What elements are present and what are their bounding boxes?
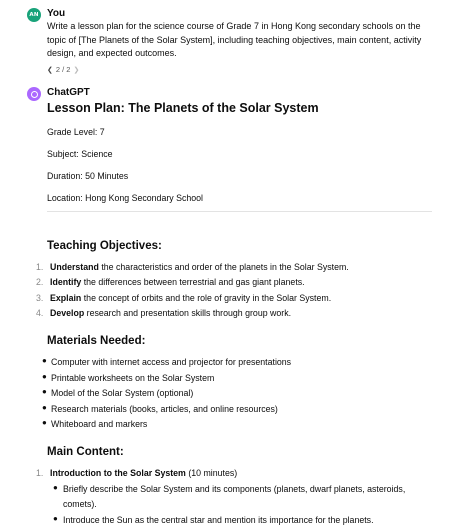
pager-count: 2 / 2 [55,65,71,74]
user-avatar: AN [27,8,41,22]
material-item: Whiteboard and markers [51,419,148,429]
list-number: 2. [36,277,44,287]
prompt-line: topic of [The Planets of the Solar System], including teaching objectives, main content, activity [47,34,422,45]
bullet-icon: ● [42,372,47,381]
user-prompt [47,20,427,61]
materials-heading: Materials Needed: [47,335,146,347]
objective-keyword: Understand [50,262,99,272]
field-subject: Subject: Science [47,149,113,159]
chatgpt-avatar [27,87,41,101]
chatgpt-logo-icon [31,91,38,98]
chevron-right-icon[interactable]: ❯ [73,66,80,74]
bullet-icon: ● [53,514,58,523]
material-item: Printable worksheets on the Solar System [51,373,215,383]
objective-text: the concept of orbits and the role of gravity in the Solar System. [81,293,332,303]
sub-item: Introduce the Sun as the central star and mention its importance for the planets. [63,515,374,525]
bullet-icon: ● [53,483,58,492]
field-duration: Duration: 50 Minutes [47,171,129,181]
objective-item [36,308,456,318]
objective-item [36,277,456,287]
objective-keyword: Identify [50,277,82,287]
user-author-name: You [47,8,66,19]
chevron-left-icon[interactable]: ❮ [47,66,53,74]
objective-keyword: Develop [50,308,85,318]
list-number: 3. [36,293,44,303]
main-content-duration: (10 minutes) [185,468,238,478]
objectives-heading: Teaching Objectives: [47,240,162,252]
page-title: Lesson Plan: The Planets of the Solar System [47,101,319,115]
bullet-icon: ● [42,356,47,365]
main-content-heading: Main Content: [47,446,124,458]
main-content-title: Introduction to the Solar System [50,468,186,478]
objective-text: the differences between terrestrial and gas giant planets. [81,277,305,287]
assistant-author-name: ChatGPT [47,87,90,98]
objective-text: research and presentation skills through group work. [84,308,292,318]
response-pager [47,65,79,74]
prompt-line: design, and expected outcomes. [47,48,177,58]
main-content-item [36,468,456,478]
objective-text: the characteristics and order of the planets in the Solar System. [98,262,349,272]
list-number: 1. [36,262,44,272]
field-grade-level: Grade Level: 7 [47,127,105,137]
bullet-icon: ● [42,403,47,412]
section-divider [47,211,432,212]
objective-item [36,293,456,303]
bullet-icon: ● [42,418,47,427]
sub-item-continuation: comets). [63,499,97,509]
material-item: Computer with internet access and projector for presentations [51,357,292,367]
material-item: Research materials (books, articles, and online resources) [51,404,278,414]
objective-keyword: Explain [50,293,82,303]
bullet-icon: ● [42,387,47,396]
list-number: 1. [36,468,44,478]
field-location: Location: Hong Kong Secondary School [47,193,204,203]
material-item: Model of the Solar System (optional) [51,388,194,398]
sub-item: Briefly describe the Solar System and its components (planets, dwarf planets, asteroids, [63,484,406,494]
list-number: 4. [36,308,44,318]
prompt-line: Write a lesson plan for the science course of Grade 7 in Hong Kong secondary schools on the [47,21,421,31]
objective-item [36,262,456,272]
